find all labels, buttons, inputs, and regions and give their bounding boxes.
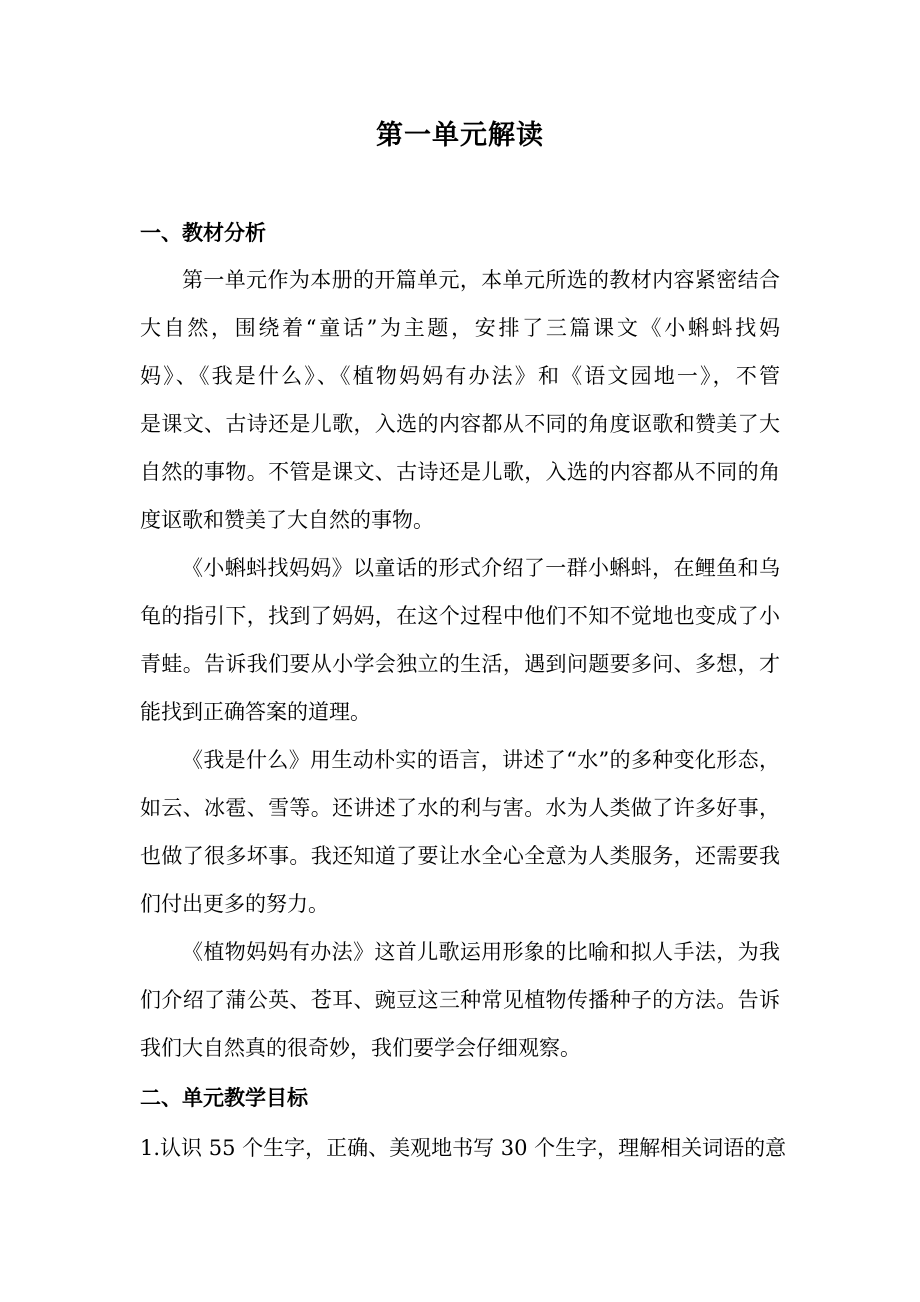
section-heading-textbook-analysis: 一、教材分析 xyxy=(140,220,266,245)
paragraph-line: 妈》、《我是什么》、《植物妈妈有办法》和《语文园地一》，不管 xyxy=(140,364,780,388)
paragraph-line: 《植物妈妈有办法》这首儿歌运用形象的比喻和拟人手法，为我 xyxy=(182,940,780,964)
paragraph-line: 度讴歌和赞美了大自然的事物。 xyxy=(140,508,434,532)
paragraph-line: 也做了很多坏事。我还知道了要让水全心全意为人类服务，还需要我 xyxy=(140,844,780,868)
paragraph-line: 自然的事物。不管是课文、古诗还是儿歌，入选的内容都从不同的角 xyxy=(140,460,780,484)
paragraph-line: 能找到正确答案的道理。 xyxy=(140,700,371,724)
paragraph-line: 龟的指引下，找到了妈妈，在这个过程中他们不知不觉地也变成了小 xyxy=(140,604,780,628)
paragraph-line: 大自然，围绕着“童话”为主题，安排了三篇课文《小蝌蚪找妈 xyxy=(140,316,780,340)
paragraph-line: 《我是什么》用生动朴实的语言，讲述了“水”的多种变化形态， xyxy=(182,748,780,772)
paragraph-line: 我们大自然真的很奇妙，我们要学会仔细观察。 xyxy=(140,1036,581,1060)
paragraph-line: 如云、冰雹、雪等。还讲述了水的利与害。水为人类做了许多好事， xyxy=(140,796,780,820)
paragraph-line: 《小蝌蚪找妈妈》以童话的形式介绍了一群小蝌蚪，在鲤鱼和乌 xyxy=(182,556,780,580)
paragraph-line: 是课文、古诗还是儿歌，入选的内容都从不同的角度讴歌和赞美了大 xyxy=(140,412,780,436)
page-title: 第一单元解读 xyxy=(376,120,544,151)
paragraph-line: 青蛙。告诉我们要从小学会独立的生活，遇到问题要多问、多想，才 xyxy=(140,652,780,676)
paragraph-line: 们介绍了蒲公英、苍耳、豌豆这三种常见植物传播种子的方法。告诉 xyxy=(140,988,780,1012)
paragraph-line: 第一单元作为本册的开篇单元，本单元所选的教材内容紧密结合 xyxy=(182,268,780,292)
goal-item: 1.认识 55 个生字，正确、美观地书写 30 个生字，理解相关词语的意 xyxy=(140,1136,787,1160)
paragraph-line: 们付出更多的努力。 xyxy=(140,892,329,916)
section-heading-teaching-goals: 二、单元教学目标 xyxy=(140,1085,308,1110)
